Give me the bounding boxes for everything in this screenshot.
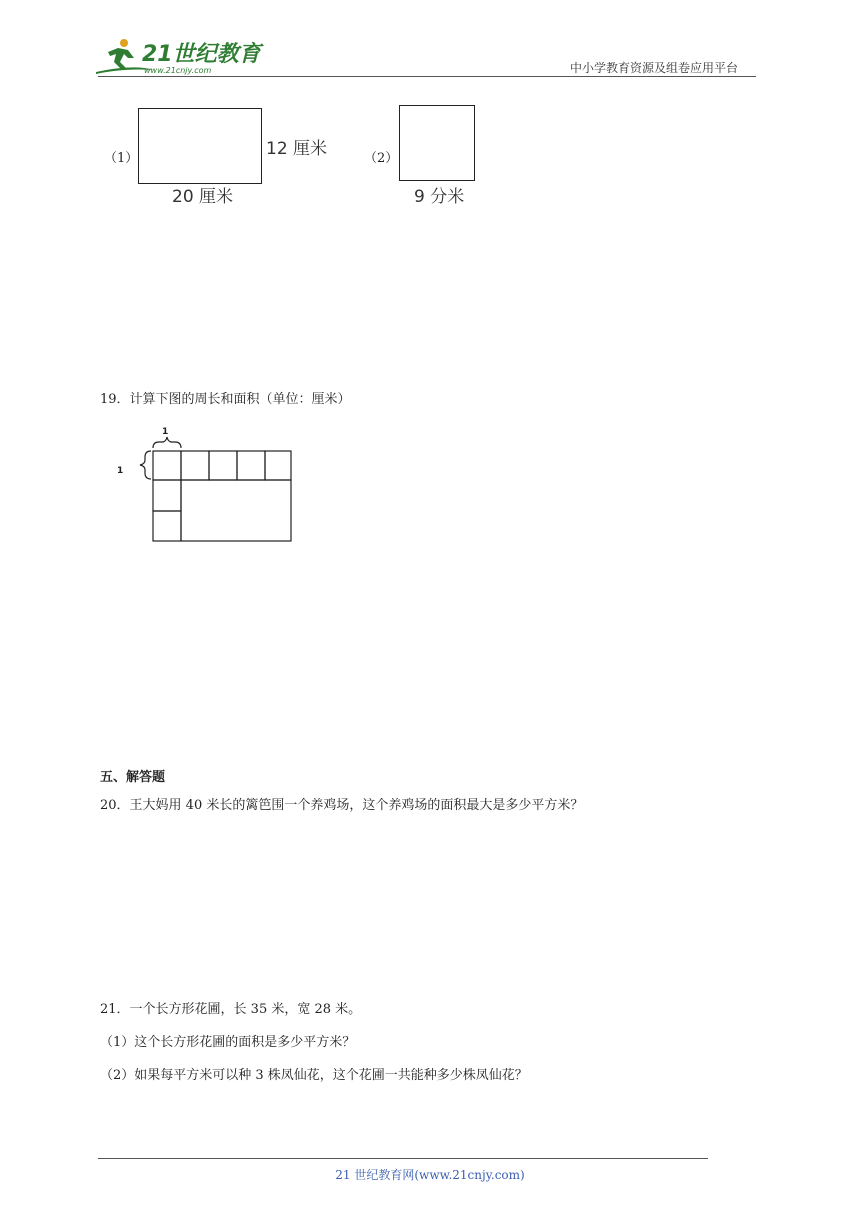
q21-sub2: （2）如果每平方米可以种 3 株凤仙花，这个花圃一共能种多少株凤仙花？: [100, 1068, 528, 1083]
footer-divider: [98, 1158, 708, 1159]
fig2-square: [399, 105, 475, 181]
svg-text:www.21cnjy.com: www.21cnjy.com: [144, 66, 212, 75]
header-platform-text: 中小学教育资源及组卷应用平台: [570, 61, 739, 75]
svg-text:1: 1: [162, 427, 169, 437]
svg-text:1: 1: [117, 466, 124, 476]
svg-text:21世纪教育: 21世纪教育: [142, 42, 261, 67]
q19-text: 19．计算下图的周长和面积（单位：厘米）: [100, 392, 351, 407]
site-logo: [94, 34, 264, 82]
fig2-side-label: 9 分米: [414, 187, 465, 207]
footer-text[interactable]: 21 世纪教育网(www.21cnjy.com): [335, 1168, 525, 1182]
q21-text: 21．一个长方形花圃，长 35 米，宽 28 米。: [100, 1002, 362, 1017]
fig2-label: （2）: [364, 151, 399, 166]
section5-title: 五、解答题: [100, 770, 166, 785]
fig1-rectangle: [138, 108, 262, 184]
fig1-height-label: 12 厘米: [266, 139, 328, 159]
q20-text: 20．王大妈用 40 米长的篱笆围一个养鸡场，这个养鸡场的面积最大是多少平方米？: [100, 798, 584, 813]
fig1-label: （1）: [104, 151, 139, 166]
q21-sub1: （1）这个长方形花圃的面积是多少平方米？: [100, 1035, 356, 1050]
q19-figure: [112, 420, 302, 554]
fig1-width-label: 20 厘米: [172, 187, 234, 207]
runner-logo-icon: [94, 34, 264, 78]
header-divider: [98, 76, 756, 77]
